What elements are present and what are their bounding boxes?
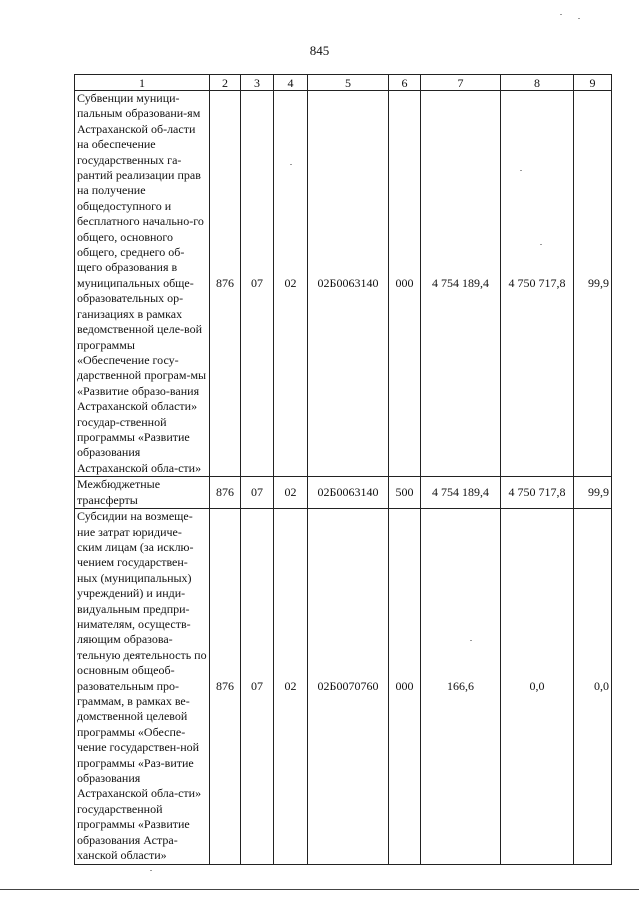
- table-row: [75, 91, 612, 477]
- row-percent: 0,0: [574, 509, 612, 864]
- row-section: 07: [241, 91, 274, 477]
- row-target: 02Б0063140: [308, 477, 389, 509]
- header-col-3: 3: [241, 75, 274, 91]
- scan-noise: [540, 244, 542, 245]
- row-target: 02Б0070760: [308, 509, 389, 864]
- row-description: Субвенции муници-пальным образовани-ям Астраханской об-ласти на обеспечение государственных га-рантий реализации прав на получение общедоступного и бесплатного начально-го общего, основного общего, среднего об-щего образования в муниципальных обще-образовательных ор-ганизациях в рамках ведомственной целе-вой программы «Обеспечение госу-дарственной програм-мы «Развитие образо-вания Астраханской области» государ-ственной программы «Развитие образования Астраханской обла-сти»: [75, 91, 210, 477]
- row-code: 876: [210, 477, 241, 509]
- row-expense-type: 500: [389, 477, 421, 509]
- scan-noise: [520, 170, 522, 171]
- scan-noise: [150, 870, 152, 871]
- header-row: [75, 75, 612, 91]
- row-code: 876: [210, 91, 241, 477]
- row-expense-type: 000: [389, 91, 421, 477]
- row-expense-type: 000: [389, 509, 421, 864]
- row-percent: 99,9: [574, 477, 612, 509]
- header-col-1: 1: [75, 75, 210, 91]
- header-col-6: 6: [389, 75, 421, 91]
- budget-table: [74, 74, 612, 865]
- table-row: [75, 509, 612, 864]
- row-plan: 4 754 189,4: [421, 91, 501, 477]
- row-plan: 4 754 189,4: [421, 477, 501, 509]
- row-subsection: 02: [274, 509, 308, 864]
- row-description: Субсидии на возмеще-ние затрат юридиче-ским лицам (за исклю-чением государствен-ных (муниципальных) учреждений) и инди-видуальным предпри-нимателям, осуществ-ляющим образова-тельную деятельность по основным общеоб-разовательным про-граммам, в рамках ве-домственной целевой программы «Обеспе-чение государствен-ной программы «Раз-витие образования Астраханской обла-сти» государственной программы «Развитие образования Астра-ханской области»: [75, 509, 210, 864]
- row-section: 07: [241, 509, 274, 864]
- row-subsection: 02: [274, 477, 308, 509]
- scan-noise: [290, 164, 292, 165]
- row-description: Межбюджетные трансферты: [75, 477, 210, 509]
- row-percent: 99,9: [574, 91, 612, 477]
- row-plan: 166,6: [421, 509, 501, 864]
- header-col-2: 2: [210, 75, 241, 91]
- header-col-4: 4: [274, 75, 308, 91]
- scan-noise: [470, 640, 472, 641]
- page-edge-line: [0, 889, 639, 890]
- row-code: 876: [210, 509, 241, 864]
- row-actual: 4 750 717,8: [501, 477, 574, 509]
- header-col-9: 9: [574, 75, 612, 91]
- header-col-5: 5: [308, 75, 389, 91]
- header-col-7: 7: [421, 75, 501, 91]
- scan-noise: [578, 18, 580, 19]
- row-section: 07: [241, 477, 274, 509]
- scan-noise: [560, 14, 562, 15]
- page-number: 845: [309, 43, 330, 58]
- row-subsection: 02: [274, 91, 308, 477]
- row-actual: 4 750 717,8: [501, 91, 574, 477]
- row-actual: 0,0: [501, 509, 574, 864]
- table-row: [75, 477, 612, 509]
- row-target: 02Б0063140: [308, 91, 389, 477]
- header-col-8: 8: [501, 75, 574, 91]
